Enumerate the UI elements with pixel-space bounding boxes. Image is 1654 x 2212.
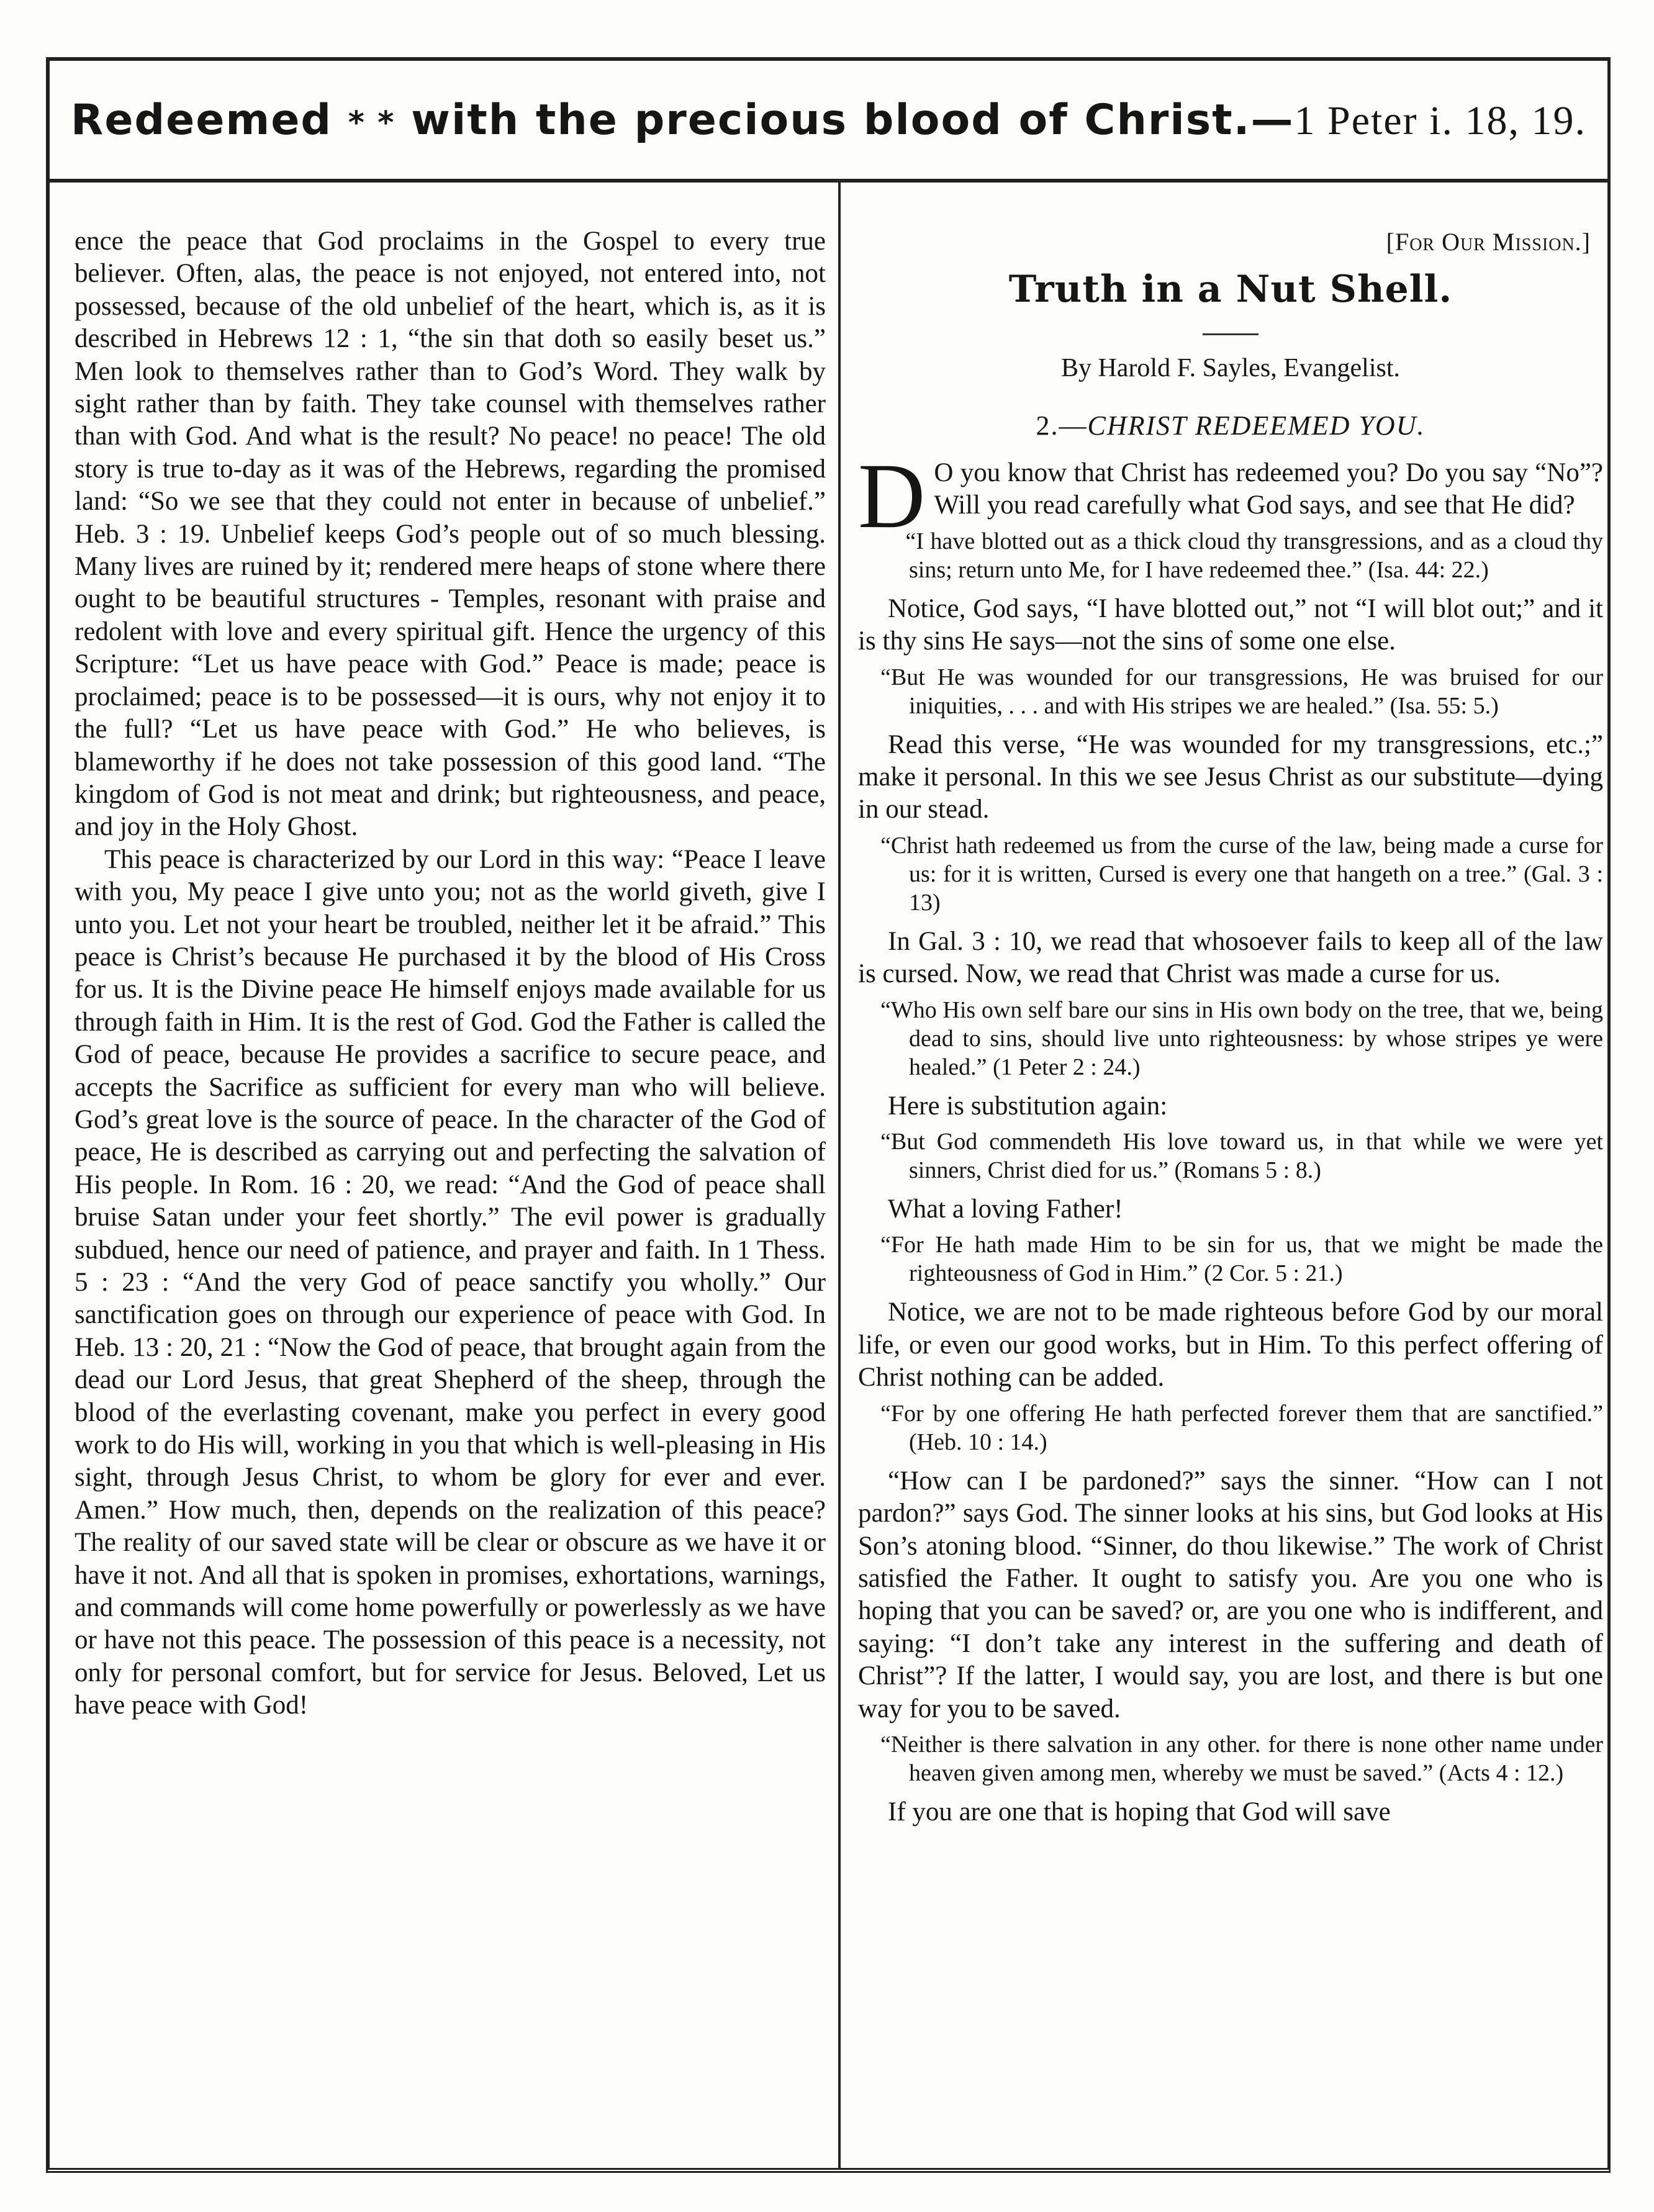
scripture-quote: “For by one offering He hath perfected forever them that are sanctified.” (Heb. 10 : 14.)	[880, 1400, 1603, 1455]
header-motto	[71, 96, 1586, 145]
left-paragraph: This peace is characterized by our Lord in this way: “Peace I leave with you, My peace I give unto you; not as the world giveth, give I unto you. Let not your heart be troubled, neither let it be afraid.” This peace is Christ’s because He purchased it by the blood of His Cross for us. It is the Divine peace He himself enjoys made available for us through faith in Him. It is the rest of God. God the Father is called the God of peace, because He provides a sacrifice to secure peace, and accepts the Sacrifice as sufficient for every man who will believe. God’s great love is the source of peace. In the character of the God of peace, He is described as carrying out and perfecting the salvation of His people. In Rom. 16 : 20, we read: “And the God of peace shall bruise Satan under your feet shortly.” The evil power is gradually subdued, hence our need of patience, and prayer and faith. In 1 Thess. 5 : 23 : “And the very God of peace sanctify you wholly.” Our sanctification goes on through our experience of peace with God. In Heb. 13 : 20, 21 : “Now the God of peace, that brought again from the dead our Lord Jesus, that great Shepherd of the sheep, through the blood of the everlasting covenant, make you perfect in every good work to do His will, working in you that which is well-pleasing in His sight, through Jesus Christ, to whom be glory for ever and ever. Amen.” How much, then, depends on the realization of this peace? The reality of our saved state will be clear or obscure as we have it or have it not. And all that is spoken in promises, exhortations, warnings, and commands will come home powerfully or powerlessly as we have or have not this peace. The possession of this peace is a necessity, not only for personal comfort, but for service for Jesus. Beloved, Let us have peace with God!	[75, 844, 826, 1720]
scripture-quote: “Who His own self bare our sins in His own body on the tree, that we, being dead to sins, should live unto righteousness: by whose stripes ye were healed.” (1 Peter 2 : 24.)	[880, 996, 1603, 1080]
header-stars: * *	[348, 104, 395, 140]
body-paragraph: Notice, God says, “I have blotted out,” not “I will blot out;” and it is thy sins He says—not the sins of some one else.	[858, 594, 1603, 656]
scripture-quote: “Neither is there salvation in any other. for there is none other name under heaven given among men, whereby we must be saved.” (Acts 4 : 12.)	[880, 1731, 1603, 1786]
body-paragraph: In Gal. 3 : 10, we read that whosoever fails to keep all of the law is cursed. Now, we read that Christ was made a curse for us.	[858, 926, 1603, 989]
intro-paragraph	[858, 445, 1603, 548]
drop-cap: D	[858, 445, 926, 548]
header-rest: with the precious blood of Christ.—	[411, 95, 1295, 145]
mission-tag: [For Our Mission.]	[1386, 228, 1591, 256]
section-subhead	[858, 407, 1603, 445]
article-body	[858, 527, 1603, 1829]
left-column	[75, 225, 826, 1722]
article-title: Truth in a Nut Shell.	[1008, 268, 1453, 311]
page-frame	[46, 57, 1611, 2173]
body-paragraph: Notice, we are not to be made righteous before God by our moral life, or even our good works, but in Him. To this perfect offering of Christ nothing can be added.	[858, 1298, 1603, 1393]
title-rule	[1203, 333, 1259, 335]
body-paragraph: If you are one that is hoping that God will save	[888, 1797, 1391, 1826]
header-reference: 1 Peter i. 18, 19.	[1294, 97, 1586, 143]
body-paragraph: Here is substitution again:	[888, 1091, 1168, 1121]
scripture-quote: “But God commendeth His love toward us, in that while we were yet sinners, Christ died for us.” (Romans 5 : 8.)	[880, 1129, 1603, 1184]
header-word: Redeemed	[71, 95, 333, 145]
right-column	[858, 225, 1603, 1828]
byline: By Harold F. Sayles, Evangelist.	[1060, 354, 1401, 382]
scripture-quote: “For He hath made Him to be sin for us, that we might be made the righteousness of God in Him.” (2 Cor. 5 : 21.)	[880, 1232, 1603, 1287]
body-paragraph: Read this verse, “He was wounded for my transgressions, etc.;” make it personal. In this we see Jesus Christ as our substitute—dying in our stead.	[858, 729, 1603, 824]
scripture-quote: “I have blotted out as a thick cloud thy transgressions, and as a cloud thy sins; return unto Me, for I have redeemed thee.” (Isa. 44: 22.)	[905, 528, 1603, 583]
intro-text: O you know that Christ has redeemed you? Do you say “No”? Will you read carefully what God says, and see that He did?	[934, 458, 1603, 520]
left-paragraph: ence the peace that God proclaims in the Gospel to every true believer. Often, alas, the peace is not enjoyed, not entered into, not possessed, because of the old unbelief of the heart, which is, as it is described in Hebrews 12 : 1, “the sin that doth so easily beset us.” Men look to themselves rather than to God’s Word. They walk by sight rather than by faith. They take counsel with themselves rather than with God. And what is the result? No peace! no peace! The old story is true to-day as it was of the Hebrews, regarding the promised land: “So we see that they could not enter in because of unbelief.” Heb. 3 : 19. Unbelief keeps God’s people out of so much blessing. Many lives are ruined by it; rendered mere heaps of stone where there ought to be beautiful structures - Temples, resonant with praise and redolent with love and every spiritual gift. Hence the urgency of this Scripture: “Let us have peace with God.” Peace is made; peace is proclaimed; peace is to be possessed—it is ours, why not enjoy it to the full? “Let us have peace with God.” He who believes, is blameworthy if he does not take possession of this good land. “The kingdom of God is not meat and drink; but righteousness, and peace, and joy in the Holy Ghost.	[75, 227, 826, 842]
column-divider	[838, 183, 841, 2168]
subhead-text: CHRIST REDEEMED YOU.	[1087, 410, 1426, 441]
scripture-quote: “But He was wounded for our transgressions, He was bruised for our iniquities, . . . and with His stripes we are healed.” (Isa. 55: 5.)	[880, 664, 1603, 719]
page-header	[50, 61, 1607, 183]
subhead-number: 2.—	[1036, 410, 1088, 441]
body-paragraph: “How can I be pardoned?” says the sinner. “How can I not pardon?” says God. The sinner looks at his sins, but God looks at His Son’s atoning blood. “Sinner, do thou likewise.” The work of Christ satisfied the Father. It ought to satisfy you. Are you one who is hoping that you can be saved? or, are you one who is indifferent, and saying: “I don’t take any interest in the suffering and death of Christ”? If the latter, I would say, you are lost, and there is but one way for you to be saved.	[858, 1466, 1603, 1723]
body-paragraph: What a loving Father!	[888, 1194, 1123, 1224]
scripture-quote: “Christ hath redeemed us from the curse of the law, being made a curse for us: for it is written, Cursed is every one that hangeth on a tree.” (Gal. 3 : 13)	[880, 832, 1603, 916]
